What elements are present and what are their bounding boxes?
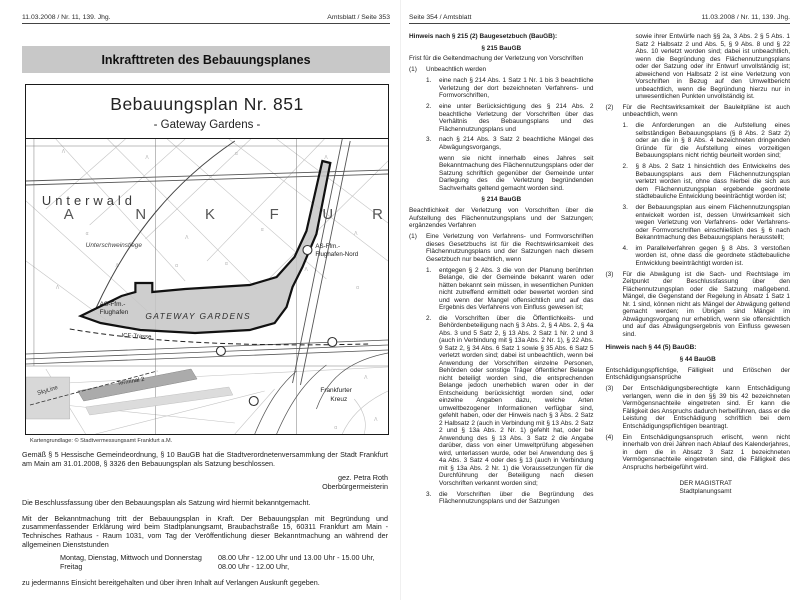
list-text: Für die Abwägung ist die Sach- und Rechtslage im Zeitpunkt der Beschlussfassung über den Flächennutzungsplan oder die Satzung maßgebend. Mängel, die Gegenstand der Regelung in Absatz 1 Satz 1 Nr. 1 sind, können nicht als Mängel der Abwägung geltend gemacht werden; im Übrigen sind Mängel im Abwägungsvorgang nur erheblich, wenn sie offensichtlich und auf das Abwägungsergebnis von Einfluss gewesen sind. <box>622 270 790 338</box>
announcement-banner: Inkrafttreten des Bebauungsplanes <box>22 46 390 73</box>
text-block-item <box>426 267 594 312</box>
list-label: 1. <box>426 77 432 85</box>
list-text: nach § 214 Abs. 3 Satz 2 beachtliche Mängel des Abwägungsvorgangs, <box>439 136 594 151</box>
text-block-item <box>623 122 791 160</box>
label-ice-trasse: ICE-Trasse <box>121 332 152 341</box>
frankfurt-letter: F <box>269 205 279 224</box>
svg-text:Λ: Λ <box>364 374 368 382</box>
label-terminal2: Terminal 2 <box>116 376 145 387</box>
text-block-num <box>606 434 791 472</box>
running-header-left-page <box>22 14 390 24</box>
text-block-num <box>606 104 791 119</box>
text-block-item <box>426 77 594 100</box>
office-hours-times: 08.00 Uhr - 12.00 Uhr, <box>218 562 290 572</box>
list-label: 2. <box>622 163 628 171</box>
page-number: Seite 354 / Amtsblatt <box>409 14 472 21</box>
list-label: 2. <box>426 314 432 322</box>
list-label: 2. <box>426 103 432 111</box>
text-block-h: § 214 BauGB <box>481 196 522 204</box>
text-block-plain: Frist für die Geltendmachung der Verletzung von Vorschriften <box>409 55 584 63</box>
text-block-item <box>623 163 791 201</box>
svg-text:Λ: Λ <box>145 154 149 162</box>
list-label: (1) <box>409 66 417 74</box>
list-text: Unbeachtlich werden <box>426 66 487 74</box>
text-block-cont: wenn sie nicht innerhalb eines Jahres seit Bekanntmachung des Flächennutzungsplans oder der Satzung schriftlich gegenüber der Gemeinde unter Darlegung des die Verletzung begründenden Sachverhalts geltend gemacht worden sind. <box>439 154 594 192</box>
list-label: (4) <box>605 433 614 441</box>
legal-column-2 <box>606 33 791 506</box>
text-block-item <box>426 136 594 151</box>
svg-text:Λ: Λ <box>61 148 66 156</box>
svg-text:Λ: Λ <box>304 266 308 274</box>
signature-block <box>22 474 388 491</box>
signature-line: Stadtplanungsamt <box>679 488 732 496</box>
svg-text:α: α <box>234 150 238 158</box>
text-block-num <box>409 233 594 263</box>
text-block-item <box>426 103 594 133</box>
text-block-item <box>623 204 791 242</box>
list-label: (2) <box>605 103 614 111</box>
list-label: 4. <box>622 244 628 252</box>
svg-text:Λ: Λ <box>324 154 328 162</box>
list-label: (3) <box>605 270 614 278</box>
paragraph-announcement: Die Beschlussfassung über den Bebauungsplan als Satzung wird hiermit bekanntgemacht. <box>22 497 311 507</box>
label-as-nord-line2: Flughafen-Nord <box>315 250 359 259</box>
list-text: im Parallelverfahren gegen § 8 Abs. 3 verstoßen worden ist, ohne dass die geordnete städtebauliche Entwicklung beeinträchtigt worden ist. <box>635 244 790 267</box>
svg-text:α: α <box>334 424 338 432</box>
list-label: (1) <box>409 233 417 241</box>
text-block-h: § 215 BauGB <box>481 44 522 52</box>
list-label: 3. <box>426 136 432 144</box>
issue-date: 11.03.2008 / Nr. 11, 139. Jhg. <box>701 14 790 21</box>
list-text: die Vorschriften über die Begründung des Flächennutzungsplans und der Satzungen <box>439 490 594 506</box>
office-hours-row <box>22 563 388 572</box>
curved-road <box>96 141 235 309</box>
paragraph-inspection: zu jedermanns Einsicht bereitgehalten und über ihren Inhalt auf Verlangen Auskunft gegeben. <box>22 577 320 587</box>
list-text: Der Entschädigungsberechtigte kann Entschädigung verlangen, wenn die in den §§ 39 bis 42 bezeichneten Vermögensnachteile eingetreten sind. Er kann die Fälligkeit des Anspruchs dadurch herbeiführen, dass er die Leistung der Entschädigung schriftlich bei dem Entschädigungspflichtigen beantragt. <box>622 385 790 430</box>
signature-line: DER MAGISTRAT <box>679 480 732 488</box>
plan-map-box <box>25 84 389 435</box>
office-hours-times: 08.00 Uhr - 12.00 Uhr und 13.00 Uhr - 15.00 Uhr, <box>218 553 375 563</box>
plan-subtitle: - Gateway Gardens - <box>26 117 388 139</box>
list-text: die Anforderungen an die Aufstellung eines selbständigen Bebauungsplans (§ 8 Abs. 2 Satz 2) oder an die in § 8 Abs. 4 bezeichneten dringenden Gründe für die Aufstellung eines vorzeitigen Bebauungsplans nicht richtig beurteilt worden sind; <box>635 122 790 160</box>
list-text: Eine Verletzung von Verfahrens- und Formvorschriften dieses Gesetzbuchs ist für die Rechtswirksamkeit des Flächennutzungsplans und der Satzungen nach diesem Gesetzbuch nur beachtlich, wenn <box>426 233 594 263</box>
svg-text:Λ: Λ <box>354 230 358 238</box>
paragraph-effective: Mit der Bekanntmachung tritt der Bebauungsplan in Kraft. Der Bebauungsplan mit Begründung und zusammenfassender Erklärung wird beim Stadtplanungsamt, Braubachstraße 15, 60311 Frankfurt am Main - Technisches Rathaus - Raum 1031, vom Tag der Veröffentlichung dieser Bekanntmachung an während der allgemeinen Dienststunden <box>22 513 388 549</box>
map-source-caption: Kartengrundlage: © Stadtvermessungsamt Frankfurt a.M. <box>30 438 173 444</box>
label-skyline: SkyLine <box>36 384 59 397</box>
list-text: der Bebauungsplan aus einem Flächennutzungsplan entwickelt worden ist, dessen Unwirksamkeit sich wegen Verletzung von Verfahrens- oder Verfahrens- oder Formvorschriften einschließlich des § 6 nach Bekanntmachung des Bebauungsplans herausstellt; <box>635 204 790 242</box>
svg-text:α: α <box>85 230 89 238</box>
legal-text-columns <box>409 33 790 506</box>
running-header-right-page <box>409 14 790 24</box>
list-label: (3) <box>605 385 614 393</box>
list-text: eine nach § 214 Abs. 1 Satz 1 Nr. 1 bis 3 beachtliche Verletzung der dort bezeichneten Verfahrens- und Formvorschriften, <box>439 77 594 100</box>
text-block-item <box>426 315 594 488</box>
label-unterwald: Unterwald <box>41 192 136 209</box>
list-label: 3. <box>426 490 432 498</box>
text-block-h: § 44 BauGB <box>679 355 716 363</box>
list-label: 1. <box>622 122 628 130</box>
frankfurt-letter: A <box>63 205 74 224</box>
list-label: 1. <box>426 266 432 274</box>
list-text: § 8 Abs. 2 Satz 1 hinsichtlich des Entwickelns des Bebauungsplans aus dem Flächennutzungsplan verletzt worden ist, ohne dass hierbei die sich aus dem Flächennutzungsplan ergebende geordnete städtebauliche Entwicklung beeinträchtigt worden ist; <box>635 163 790 201</box>
frankfurt-letter: U <box>322 205 334 224</box>
svg-text:α: α <box>356 284 360 292</box>
legal-column-1 <box>409 33 594 506</box>
svg-text:Λ: Λ <box>374 416 378 424</box>
frankfurt-letter: K <box>205 205 215 224</box>
text-block-bold: Hinweis nach § 44 (5) BauGB: <box>605 344 697 352</box>
svg-text:Λ: Λ <box>55 284 60 292</box>
office-hours <box>22 554 388 571</box>
frankfurt-letter: R <box>372 205 383 224</box>
label-as-flughafen-line1: AS-Ffm.- <box>99 300 126 309</box>
svg-text:Λ: Λ <box>185 234 189 242</box>
text-block-sig <box>680 480 791 496</box>
paragraph-resolution: Gemäß § 5 Hessische Gemeindeordnung, § 10 BauGB hat die Stadtverordnetenversammlung der Stadt Frankfurt am Main am 31.01.2008, § 3326 den Bebauungsplan als Satzung beschlossen. <box>22 450 388 468</box>
svg-text:α: α <box>175 262 179 270</box>
list-text: eine unter Berücksichtigung des § 214 Abs. 2 beachtliche Verletzung der Vorschriften über das Verhältnis des Bebauungsplans und des Flächennutzungsplans und <box>439 103 594 133</box>
text-block-plain: Entschädigungspflichtige, Fälligkeit und Erlöschen der Entschädigungsansprüche <box>605 366 790 382</box>
label-unterschweinstiege: Unterschweinstiege <box>85 241 142 250</box>
label-frankfurter-kreuz-line2: Kreuz <box>330 395 348 404</box>
signature-title: Oberbürgermeisterin <box>322 482 388 492</box>
text-block-num <box>606 385 791 430</box>
text-block-num <box>409 66 594 74</box>
issue-date: 11.03.2008 / Nr. 11, 139. Jhg. <box>22 14 111 21</box>
page-number: Amtsblatt / Seite 353 <box>327 14 390 21</box>
text-block-num <box>606 271 791 339</box>
signature-name: gez. Petra Roth <box>338 473 388 483</box>
text-block-item <box>623 245 791 268</box>
list-text: die Vorschriften über die Öffentlichkeits- und Behördenbeteiligung nach § 3 Abs. 2, § 4 Abs. 2, § 4a Abs. 3 und 5 Satz 2, § 13 Abs. 2 Satz 1 Nr. 2 und 3 (auch in Verbindung mit § 13a Abs. 2 Nr. 1), § 22 Abs. 9 Satz 2, § 34 Abs. 6 Satz 1 sowie § 35 Abs. 6 Satz 5 verletzt worden sind; dabei ist unbeachtlich, wenn bei Anwendung der Vorschriften einzelne Personen, Behörden oder sonstige Träger öffentlicher Belange nicht beteiligt worden sind, die entsprechenden Belange jedoch unerheblich waren oder in der Entscheidung berücksichtigt worden sind, oder einzelne Angaben dazu, welche Arten umweltbezogener Informationen verfügbar sind, gefehlt haben, oder der Hinweis nach § 3 Abs. 2 Satz 2 Halbsatz 2 (auch in Verbindung mit § 13 Abs. 2 Satz 2 und § 13a Abs. 2 Nr. 1) gefehlt hat, oder bei Anwendung des § 13 Abs. 3 Satz 2 die Angabe darüber, dass von einer Umweltprüfung abgesehen wird, unterlassen wurde, oder bei Anwendung des § 4a Abs. 3 Satz 4 oder des § 13 (auch in Verbindung mit § 13a Abs. 2 Nr. 1) die Voraussetzungen für die Durchführung der Beteiligung nach diesen Vorschriften verkannt worden sind; <box>439 314 594 487</box>
text-block-cont: sowie ihrer Entwürfe nach §§ 2a, 3 Abs. 2 § 5 Abs. 1 Satz 2 Halbsatz 2 und Abs. 5, § 9 Abs. 8 und § 22 Abs. 10 verletzt worden sind; dabei ist unbeachtlich, wenn die Begründung des Flächennutzungsplans oder der Satzung oder ihr Entwurf unvollständig ist; abweichend von Halbsatz 2 ist eine Verletzung von Vorschriften in Bezug auf den Umweltbericht unbeachtlich, wenn die Begründung hierzu nur in unwesentlichen Punkten unvollständig ist. <box>635 33 790 100</box>
office-hours-days: Freitag <box>60 562 83 572</box>
list-label: 3. <box>622 204 628 212</box>
airport-area-block <box>26 377 70 419</box>
label-as-flughafen-line2: Flughafen <box>99 308 129 317</box>
list-text: Für die Rechtswirksamkeit der Bauleitpläne ist auch unbeachtlich, wenn <box>622 103 790 119</box>
list-text: entgegen § 2 Abs. 3 die von der Planung berührten Belange, die der Gemeinde bekannt waren oder hätten bekannt sein müssen, in wesentlichen Punkten nicht zutreffend ermittelt oder bewertet worden sind und wenn der Mangel offensichtlich und auf das Ergebnis des Verfahrens von Einfluss gewesen ist; <box>439 266 594 312</box>
svg-text:α: α <box>224 260 228 268</box>
plan-title: Bebauungsplan Nr. 851 <box>110 94 304 114</box>
list-text: Ein Entschädigungsanspruch erlischt, wenn nicht innerhalb von drei Jahren nach Ablauf des Kalenderjahres, in dem die in Absatz 3 Satz 1 bezeichneten Vermögensnachteile eingetreten sind, die Fälligkeit des Anspruchs herbeigeführt wird. <box>622 433 790 471</box>
page-right <box>400 0 800 600</box>
text-block-item <box>426 491 594 506</box>
label-as-nord-line1: AS-Ffm.- <box>315 242 341 251</box>
text-block-plain: Beachtlichkeit der Verletzung von Vorschriften über die Aufstellung des Flächennutzungsplans und der Satzungen; ergänzendes Verfahren <box>409 207 594 230</box>
label-gateway-gardens: GATEWAY GARDENS <box>145 310 252 322</box>
frankfurt-letter: N <box>135 205 147 224</box>
svg-text:α: α <box>260 226 264 234</box>
svg-text:Λ: Λ <box>115 262 119 270</box>
label-frankfurter-kreuz-line1: Frankfurter <box>320 386 352 395</box>
office-hours-days: Montag, Dienstag, Mittwoch und Donnerstag <box>60 553 202 563</box>
text-block-bold: Hinweis nach § 215 (2) Baugesetzbuch (BauGB): <box>409 33 558 40</box>
site-plan-map <box>26 139 388 434</box>
